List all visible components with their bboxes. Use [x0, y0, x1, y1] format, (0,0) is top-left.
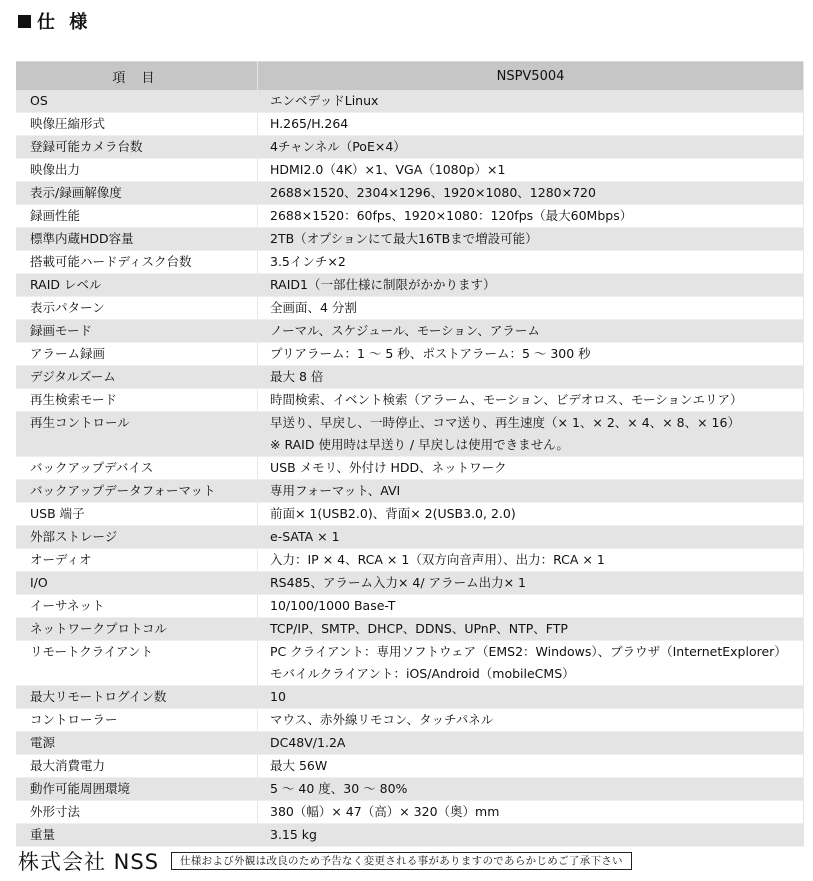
- spec-label: 重量: [16, 824, 258, 847]
- spec-label: 表示/録画解像度: [16, 182, 258, 205]
- spec-value-line: 10/100/1000 Base-T: [270, 598, 396, 613]
- spec-value: [258, 549, 804, 572]
- table-row: [16, 572, 804, 595]
- spec-value-line: H.265/H.264: [270, 116, 349, 131]
- spec-label: RAID レベル: [16, 274, 258, 297]
- table-row: [16, 320, 804, 343]
- spec-value-line: RAID1（一部仕様に制限がかかります）: [270, 277, 496, 292]
- spec-value: [258, 778, 804, 801]
- spec-label: イーサネット: [16, 595, 258, 618]
- table-row: [16, 136, 804, 159]
- spec-value-line: 3.5インチ×2: [270, 254, 346, 269]
- table-row: [16, 251, 804, 274]
- spec-value-line: プリアラーム：1 ～ 5 秒、ポストアラーム：5 ～ 300 秒: [270, 346, 591, 361]
- table-row: [16, 824, 804, 847]
- spec-value-line: 380（幅）× 47（高）× 320（奥）mm: [270, 804, 500, 819]
- spec-value: [258, 389, 804, 412]
- spec-value-line: 前面× 1(USB2.0)、背面× 2(USB3.0, 2.0): [270, 506, 516, 521]
- table-row: [16, 549, 804, 572]
- table-row: [16, 228, 804, 251]
- spec-value-line: 時間検索、イベント検索（アラーム、モーション、ビデオロス、モーションエリア）: [270, 392, 743, 407]
- spec-value: [258, 90, 804, 113]
- spec-value: [258, 320, 804, 343]
- spec-value: [258, 686, 804, 709]
- table-row: [16, 709, 804, 732]
- table-row: [16, 641, 804, 686]
- table-row: [16, 113, 804, 136]
- spec-value-line: 2TB（オプションにて最大16TBまで増設可能）: [270, 231, 538, 246]
- table-header-row: [16, 62, 804, 91]
- footer: [18, 846, 632, 876]
- spec-label: 標準内蔵HDD容量: [16, 228, 258, 251]
- spec-label: USB 端子: [16, 503, 258, 526]
- disclaimer-notice: 仕様および外観は改良のため予告なく変更される事がありますのであらかじめご了承下さい: [171, 852, 632, 870]
- spec-value-line: DC48V/1.2A: [270, 735, 346, 750]
- spec-value: [258, 228, 804, 251]
- spec-value-line: e-SATA × 1: [270, 529, 340, 544]
- spec-label: 映像圧縮形式: [16, 113, 258, 136]
- spec-value-line: 最大 8 倍: [270, 369, 324, 384]
- spec-label: I/O: [16, 572, 258, 595]
- company-name: 株式会社 NSS: [18, 850, 160, 874]
- spec-label: 動作可能周囲環境: [16, 778, 258, 801]
- spec-value: [258, 366, 804, 389]
- spec-label: オーディオ: [16, 549, 258, 572]
- spec-label: コントローラー: [16, 709, 258, 732]
- header-item: 項 目: [16, 62, 258, 91]
- table-row: [16, 503, 804, 526]
- spec-value-line: HDMI2.0（4K）×1、VGA（1080p）×1: [270, 162, 506, 177]
- spec-value: [258, 205, 804, 228]
- spec-value-line: モバイルクライアント：iOS/Android（mobileCMS）: [270, 666, 575, 681]
- table-row: [16, 412, 804, 457]
- spec-value: [258, 709, 804, 732]
- spec-label: 録画モード: [16, 320, 258, 343]
- spec-value: [258, 297, 804, 320]
- spec-value-line: 5 ～ 40 度、30 ～ 80%: [270, 781, 408, 796]
- spec-label: 映像出力: [16, 159, 258, 182]
- spec-label: OS: [16, 90, 258, 113]
- table-row: [16, 159, 804, 182]
- spec-label: 登録可能カメラ台数: [16, 136, 258, 159]
- spec-label: 外部ストレージ: [16, 526, 258, 549]
- spec-value: [258, 251, 804, 274]
- spec-value-line: マウス、赤外線リモコン、タッチパネル: [270, 712, 494, 727]
- header-model: NSPV5004: [258, 62, 804, 91]
- spec-value: [258, 113, 804, 136]
- spec-value-line: 3.15 kg: [270, 827, 317, 842]
- spec-value: [258, 343, 804, 366]
- table-row: [16, 686, 804, 709]
- table-row: [16, 366, 804, 389]
- spec-value-line: 2688×1520、2304×1296、1920×1080、1280×720: [270, 185, 596, 200]
- spec-value: [258, 457, 804, 480]
- spec-value-line: 専用フォーマット、AVI: [270, 483, 401, 498]
- spec-value-line: 2688×1520：60fps、1920×1080：120fps（最大60Mbps）: [270, 208, 633, 223]
- table-row: [16, 526, 804, 549]
- spec-value: [258, 801, 804, 824]
- spec-value-line: ノーマル、スケジュール、モーション、アラーム: [270, 323, 540, 338]
- spec-label: ネットワークプロトコル: [16, 618, 258, 641]
- black-square-icon: [18, 15, 31, 28]
- spec-value: [258, 526, 804, 549]
- spec-value-line: USB メモリ、外付け HDD、ネットワーク: [270, 460, 507, 475]
- spec-value-line: 10: [270, 689, 286, 704]
- spec-label: リモートクライアント: [16, 641, 258, 686]
- spec-value: [258, 572, 804, 595]
- table-row: [16, 595, 804, 618]
- table-row: [16, 182, 804, 205]
- spec-value: [258, 136, 804, 159]
- section-title-text: 仕 様: [37, 12, 92, 33]
- spec-value: [258, 618, 804, 641]
- spec-table: [16, 61, 804, 847]
- spec-label: バックアップデバイス: [16, 457, 258, 480]
- table-row: [16, 732, 804, 755]
- table-row: [16, 389, 804, 412]
- spec-value-line: 最大 56W: [270, 758, 328, 773]
- spec-table-body: [16, 90, 804, 847]
- spec-label: デジタルズーム: [16, 366, 258, 389]
- spec-value-line: 全画面、4 分割: [270, 300, 357, 315]
- table-row: [16, 755, 804, 778]
- spec-value: [258, 595, 804, 618]
- spec-value: [258, 641, 804, 686]
- table-row: [16, 801, 804, 824]
- table-row: [16, 297, 804, 320]
- spec-label: 搭載可能ハードディスク台数: [16, 251, 258, 274]
- spec-value-line: 4チャンネル（PoE×4）: [270, 139, 406, 154]
- spec-value: [258, 274, 804, 297]
- table-row: [16, 457, 804, 480]
- table-row: [16, 205, 804, 228]
- spec-value: [258, 159, 804, 182]
- spec-label: 外形寸法: [16, 801, 258, 824]
- section-title: [18, 8, 91, 34]
- table-row: [16, 274, 804, 297]
- spec-value: [258, 480, 804, 503]
- spec-value-line: 早送り、早戻し、一時停止、コマ送り、再生速度（× 1、× 2、× 4、× 8、× 16）: [270, 415, 740, 430]
- spec-value-line: TCP/IP、SMTP、DHCP、DDNS、UPnP、NTP、FTP: [270, 621, 568, 636]
- table-row: [16, 343, 804, 366]
- spec-label: 最大リモートログイン数: [16, 686, 258, 709]
- spec-label: 表示パターン: [16, 297, 258, 320]
- spec-value-line: ※ RAID 使用時は早送り / 早戻しは使用できません。: [270, 437, 569, 452]
- spec-label: バックアップデータフォーマット: [16, 480, 258, 503]
- table-row: [16, 480, 804, 503]
- spec-value-line: PC クライアント：専用ソフトウェア（EMS2：Windows）、ブラウザ（InternetExplorer）: [270, 644, 787, 659]
- spec-value-line: エンベデッドLinux: [270, 93, 379, 108]
- spec-label: 録画性能: [16, 205, 258, 228]
- spec-value: [258, 824, 804, 847]
- spec-label: アラーム録画: [16, 343, 258, 366]
- spec-value-line: RS485、アラーム入力× 4/ アラーム出力× 1: [270, 575, 526, 590]
- table-row: [16, 778, 804, 801]
- spec-value: [258, 732, 804, 755]
- spec-value: [258, 755, 804, 778]
- spec-label: 電源: [16, 732, 258, 755]
- spec-label: 再生検索モード: [16, 389, 258, 412]
- spec-value: [258, 412, 804, 457]
- table-row: [16, 618, 804, 641]
- spec-value-line: 入力：IP × 4、RCA × 1（双方向音声用）、出力：RCA × 1: [270, 552, 605, 567]
- spec-value: [258, 503, 804, 526]
- spec-label: 再生コントロール: [16, 412, 258, 457]
- spec-label: 最大消費電力: [16, 755, 258, 778]
- spec-value: [258, 182, 804, 205]
- table-row: [16, 90, 804, 113]
